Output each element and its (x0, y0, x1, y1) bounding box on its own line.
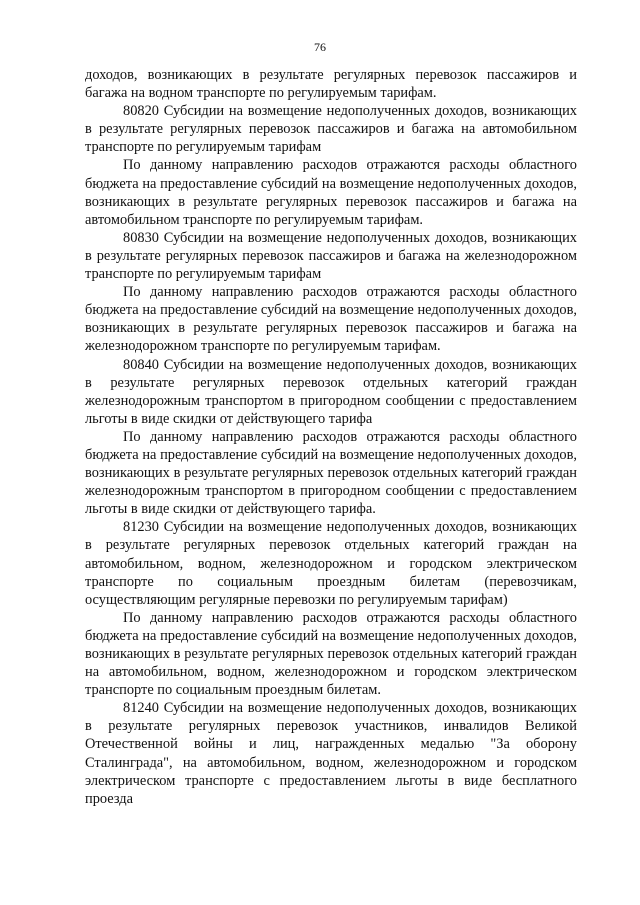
paragraph-continuation: доходов, возникающих в результате регулярных перевозок пассажиров и багажа на водном транспорте по регулируемым тарифам. (85, 67, 577, 102)
code-entry-81240: 81240 Субсидии на возмещение недополученных доходов, возникающих в результате регулярных перевозок участников, инвалидов Великой Отечественной войны и лиц, награжденных медалью "За оборону Сталинграда", на автомобильном, водном, железнодорожном и городском электрическом транспорте с предоставлением льготы в виде бесплатного проезда (85, 700, 577, 807)
code-entry-81230: 81230 Субсидии на возмещение недополученных доходов, возникающих в результате регулярных перевозок отдельных категорий граждан на автомобильном, водном, железнодорожном и городском электрическом транспорте по социальным проездным билетам (перевозчикам, осуществляющим регулярные перевозки по регулируемым тарифам) (85, 519, 577, 608)
code-entry-80840: 80840 Субсидии на возмещение недополученных доходов, возникающих в результате регулярных перевозок отдельных категорий граждан железнодорожным транспортом в пригородном сообщении с предоставлением льготы в виде скидки от действующего тарифа (85, 356, 577, 427)
code-entry-80830: 80830 Субсидии на возмещение недополученных доходов, возникающих в результате регулярных перевозок пассажиров и багажа на железнодорожном транспорте по регулируемым тарифам (85, 229, 577, 283)
paragraph-description-80840: По данному направлению расходов отражаются расходы областного бюджета на предоставление субсидий на возмещение недополученных доходов, возникающих в результате регулярных перевозок отдельных категорий граждан железнодорожным транспортом в пригородном сообщении с предоставлением льготы в виде скидки от действующего тарифа. (85, 428, 577, 518)
paragraph-description-80830: По данному направлению расходов отражаются расходы областного бюджета на предоставление субсидий на возмещение недополученных доходов, возникающих в результате регулярных перевозок пассажиров и багажа на железнодорожном транспорте по регулируемым тарифам. (85, 284, 577, 355)
code-entry-80820: 80820 Субсидии на возмещение недополученных доходов, возникающих в результате регулярных перевозок пассажиров и багажа на автомобильном транспорте по регулируемым тарифам (85, 103, 577, 156)
page-number: 76 (314, 40, 326, 54)
paragraph-description-81230: По данному направлению расходов отражаются расходы областного бюджета на предоставление субсидий на возмещение недополученных доходов, возникающих в результате регулярных перевозок отдельных категорий граждан на автомобильном, водном, железнодорожном и городском электрическом транспорте по социальным проездным билетам. (85, 609, 577, 699)
paragraph-description-80820: По данному направлению расходов отражаются расходы областного бюджета на предоставление субсидий на возмещение недополученных доходов, возникающих в результате регулярных перевозок пассажиров и багажа на автомобильном транспорте по регулируемым тарифам. (85, 157, 577, 228)
document-body (85, 66, 577, 808)
